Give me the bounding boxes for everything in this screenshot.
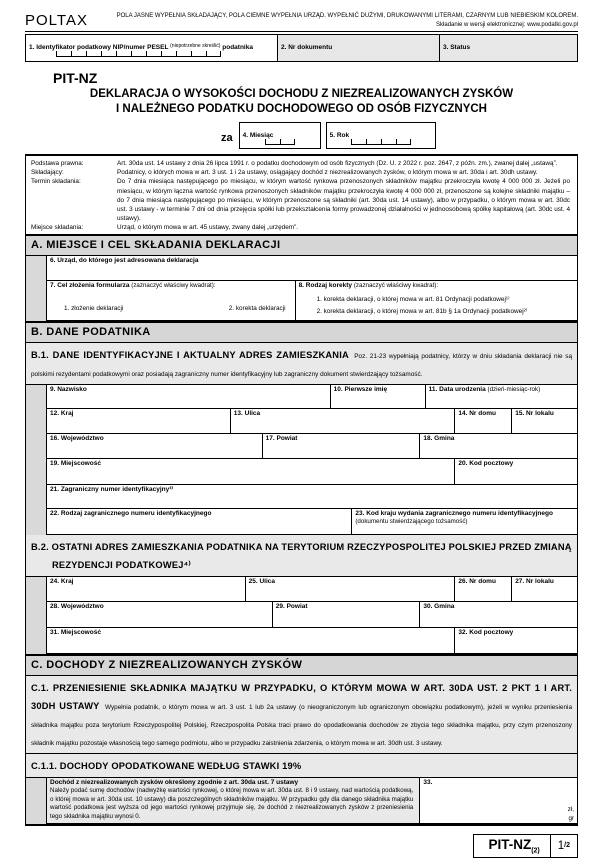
legal-row-podstawa — [31, 159, 572, 168]
legal-label: Składający: — [31, 169, 64, 177]
field-30-gmina[interactable]: 30. Gmina — [420, 602, 577, 628]
field-24-kraj[interactable]: 24. Kraj — [46, 577, 246, 602]
section-c11-header — [26, 754, 577, 778]
year-comb[interactable] — [351, 139, 411, 145]
field-nr-dokumentu-label: 2. Nr dokumentu — [281, 44, 333, 52]
legal-label: Miejsce składania: — [31, 223, 84, 231]
field-nip-pesel-label: 1. Identyfikator podatkowy NIP/numer PESEL $^{(niepotrzebne skreślić)}$ podatnika — [29, 43, 253, 52]
brand-row — [25, 12, 578, 32]
section-c-header: C. DOCHODY Z NIEZREALIZOWANYCH ZYSKÓW — [26, 654, 577, 676]
field-19-miejscowosc[interactable]: 19. Miejscowość — [46, 459, 455, 485]
field-17-powiat[interactable]: 17. Powiat — [263, 434, 421, 459]
legal-text: Urząd, o którym mowa w art. 45 ustawy, zwany dalej „urzędem”. — [117, 223, 299, 231]
footer-form-version: (2) — [531, 847, 540, 855]
section-b1-title: B.1. DANE IDENTYFIKACYJNE I AKTUALNY ADRES ZAMIESZKANIA — [31, 350, 349, 360]
instruction-line-2: Składanie w wersji elektronicznej: www.podatki.gov.pl — [436, 21, 578, 28]
option-7-zlozenie-deklaracji[interactable]: 1. złożenie deklaracji — [64, 305, 124, 313]
field-year[interactable] — [326, 122, 436, 149]
field-7-cel-zlozenia — [46, 281, 296, 321]
legal-text: Art. 30da ust. 14 ustawy z dnia 26 lipca 1991 r. o podatku dochodowym od osób fizycznych (Dz. U. z 2022 r. poz. 2647, z późn. zm.), zwanej dalej „ustawą”. — [117, 160, 558, 168]
section-b2-fields — [26, 577, 577, 654]
field-nip-pesel-note: (niepotrzebne skreślić) — [170, 43, 221, 50]
field-21-zagraniczny-numer[interactable]: 21. Zagraniczny numer identyfikacyjny³⁾ — [46, 485, 577, 509]
field-33-unit-zl: zł, — [567, 806, 574, 813]
legal-label: Termin składania: — [31, 178, 81, 186]
poltax-logo: POLTAX — [25, 12, 88, 30]
section-c1-header — [26, 676, 577, 754]
field-year-label: 5. Rok — [329, 132, 350, 140]
left-gutter — [26, 256, 46, 321]
option-8-korekta-art-81[interactable]: 1. korekta deklaracji, o której mowa w art. 81 Ordynacji podatkowej¹⁾ — [316, 296, 510, 304]
field-6-label: 6. Urząd, do którego jest adresowana deklaracja — [50, 257, 199, 264]
row-33-instructions: Należy podać sumę dochodów (nadwyżkę wartości rynkowej, o której mowa w art. 30da ust. 8 i 9 ustawy, nad wartością podatkową, o której mowa w art. 30da ust. 10 ustawy) dla poszczególnych składników majątku. W przypadku gdy dla danego składnika majątku wartość podatkowa jest wyższa od jego wartości rynkowej przyjmuje się, że dochód z niezrealizowanych zysków z przeniesienia tego składnika majątku wynosi 0. — [50, 787, 414, 820]
field-18-gmina[interactable]: 18. Gmina — [420, 434, 577, 459]
field-33-unit-gr: gr — [568, 815, 574, 822]
legal-text: Do 7 dnia miesiąca następującego po miesiącu, w którym wartość rynkowa przenoszonych składników majątku przekroczyła kwotę 4 000 000 zł. Jeżeli po miesiącu, w którym łączna wartość rynkowa przenoszonych składników majątku przekroczyła kwotę 4 000 000 zł, przenoszone są kolejne składniki majątku – do 7 dnia miesiąca następującego po miesiącu, w którym przenoszone są składniki (art. 30da ust. 14 ustawy), albo w przypadku, o którym mowa w art. 30dc ust. 3 ustawy - w terminie 7 dni od dnia przejęcia spółki lub przekształcenia formy prowadzonej działalności w jednoosobową spółkę kapitałową (art. 30dc ust. 4 ustawy). — [117, 178, 570, 222]
filling-instructions — [117, 12, 578, 29]
legal-basis-block — [26, 156, 577, 234]
field-6-urzad[interactable] — [46, 256, 577, 281]
footer-page-number: 1 /2 — [551, 834, 578, 858]
section-c11-title: C.1.1. DOCHODY OPODATKOWANE WEDŁUG STAWKI 19% — [31, 761, 302, 771]
field-7-label: 7. Cel złożenia formularza (zaznaczyć właściwy kwadrat): — [50, 282, 216, 289]
section-b2-title: B.2. OSTATNI ADRES ZAMIESZKANIA PODATNIKA NA TERYTORIUM RZECZYPOSPOLITEJ POLSKIEJ PRZED ZMIANĄ REZYDENCJI PODATKOWEJ⁴⁾ — [31, 542, 572, 570]
field-month[interactable] — [239, 122, 321, 149]
form-title-line-2: I NALEŻNEGO PODATKU DOCHODOWEGO OD OSÓB FIZYCZNYCH — [116, 103, 487, 116]
field-month-label: 4. Miesiąc — [242, 132, 274, 140]
field-nip-pesel-suffix: podatnika — [222, 44, 253, 52]
option-8-korekta-art-81b[interactable]: 2. korekta deklaracji, o której mowa w art. 81b § 1a Ordynacji podatkowej²⁾ — [316, 308, 528, 316]
section-b2-header — [26, 535, 577, 577]
period-row — [221, 122, 578, 149]
field-14-nr-domu[interactable]: 14. Nr domu — [455, 409, 512, 434]
nip-pesel-comb[interactable] — [56, 51, 221, 57]
row-33-description — [46, 778, 420, 824]
footer-form-code: PIT-$NZ_{(2)}$ — [473, 834, 550, 858]
row-33-title: Dochód z niezrealizowanych zysków określony zgodnie z art. 30da ust. 7 ustawy — [50, 779, 299, 786]
section-a-fields — [26, 256, 577, 321]
field-11-data-urodzenia[interactable]: 11. Data urodzenia (dzień-miesiąc-rok) — [426, 385, 577, 409]
field-15-nr-lokalu[interactable]: 15. Nr lokalu — [512, 409, 577, 434]
field-33-dochod[interactable] — [420, 778, 577, 824]
field-22-rodzaj-numeru[interactable]: 22. Rodzaj zagranicznego numeru identyfikacyjnego — [46, 509, 352, 535]
field-12-kraj[interactable]: 12. Kraj — [46, 409, 231, 434]
left-gutter — [26, 385, 46, 535]
field-nr-dokumentu[interactable] — [277, 34, 440, 62]
legal-row-miejsce — [31, 223, 572, 232]
field-16-wojewodztwo[interactable]: 16. Województwo — [46, 434, 263, 459]
section-a-header: A. MIEJSCE I CEL SKŁADANIA DEKLARACJI — [26, 234, 577, 256]
field-33-label: 33. — [423, 779, 433, 786]
field-31-miejscowosc[interactable]: 31. Miejscowość — [46, 628, 455, 654]
identification-row — [25, 34, 578, 62]
field-8-rodzaj-korekty — [296, 281, 577, 321]
legal-text: Podatnicy, o których mowa w art. 3 ust. 1 i 2a ustawy, osiągający dochód z niezrealizowanych zysków, o którym mowa w art. 30da i art. 30dh ustawy. — [117, 169, 538, 177]
field-29-powiat[interactable]: 29. Powiat — [273, 602, 421, 628]
field-status[interactable] — [439, 34, 578, 62]
legal-row-skladajacy — [31, 168, 572, 177]
left-gutter — [26, 577, 46, 654]
field-status-label: 3. Status — [443, 44, 471, 52]
form-title — [25, 87, 578, 117]
field-20-kod-pocztowy[interactable]: 20. Kod pocztowy — [455, 459, 577, 485]
field-9-nazwisko[interactable]: 9. Nazwisko — [46, 385, 331, 409]
section-c11-fields — [26, 778, 577, 824]
month-comb[interactable] — [265, 139, 295, 145]
field-27-nr-lokalu[interactable]: 27. Nr lokalu — [512, 577, 577, 602]
page-footer — [0, 834, 578, 858]
field-23-kod-kraju-wydania[interactable]: 23. Kod kraju wydania zagranicznego numeru identyfikacyjnego (dokumentu stwierdzającego tożsamość) — [352, 509, 577, 535]
field-13-ulica[interactable]: 13. Ulica — [231, 409, 456, 434]
section-c1-note: Wypełnia podatnik, o którym mowa w art. 3 ust. 1 lub 2a ustawy (o nieograniczonym lub ograniczonym obowiązku podatkowym), jeżeli w wyniku przeniesienia składnika majątku poza terytorium Rzeczypospolitej Polskiej, Rzeczpospolita Polska traci prawo do opodatkowania dochodów ze zbycia tego składnika majątku, przy czym przenoszony składnik majątku pozostaje własnością tego samego podmiotu, albo w przypadku zaistnienia zdarzenia, o którym mowa w art. 30dh ust. 3 ustawy. — [31, 704, 572, 747]
field-8-label: 8. Rodzaj korekty (zaznaczyć właściwy kwadrat): — [298, 282, 439, 289]
legal-row-termin — [31, 177, 572, 222]
section-b-header: B. DANE PODATNIKA — [26, 321, 577, 343]
instruction-line-1: POLA JASNE WYPEŁNIA SKŁADAJĄCY, POLA CIEMNE WYPEŁNIA URZĄD. WYPEŁNIĆ DUŻYMI, DRUKOWANYMI LITERAMI, CZARNYM LUB NIEBIESKIM KOLOREM. — [116, 13, 578, 19]
field-32-kod-pocztowy[interactable]: 32. Kod pocztowy — [455, 628, 577, 654]
field-25-ulica[interactable]: 25. Ulica — [246, 577, 456, 602]
period-za-label: za — [221, 132, 233, 145]
section-b1-fields — [26, 385, 577, 535]
form-body-frame — [25, 154, 578, 826]
section-c1-title: C.1. PRZENIESIENIE SKŁADNIKA MAJĄTKU W PRZYPADKU, O KTÓRYM MOWA W ART. 30DA UST. 2 PKT 1 I ART. 30DH USTAWY — [31, 683, 572, 711]
field-10-pierwsze-imie[interactable]: 10. Pierwsze imię — [331, 385, 426, 409]
field-26-nr-domu[interactable]: 26. Nr domu — [455, 577, 512, 602]
legal-label: Podstawa prawna: — [31, 160, 84, 168]
form-header — [0, 0, 600, 149]
form-code-heading: PIT-NZ — [53, 70, 98, 87]
option-7-korekta-deklaracji[interactable]: 2. korekta deklaracji — [228, 305, 286, 313]
left-gutter — [26, 778, 46, 824]
form-title-line-1: DEKLARACJA O WYSOKOŚCI DOCHODU Z NIEZREALIZOWANYCH ZYSKÓW — [89, 88, 514, 101]
field-28-wojewodztwo[interactable]: 28. Województwo — [46, 602, 273, 628]
section-b1-note: Poz. 21-23 wypełniają podatnicy, którzy w dniu składania deklaracji nie są polskimi rezydentami podatkowymi oraz posiadają zagraniczny numer identyfikacyjny lub zagraniczny dokument stwierdzający tożsamość. — [31, 353, 573, 378]
field-nip-pesel[interactable] — [25, 34, 278, 62]
section-b1-header — [26, 343, 577, 385]
